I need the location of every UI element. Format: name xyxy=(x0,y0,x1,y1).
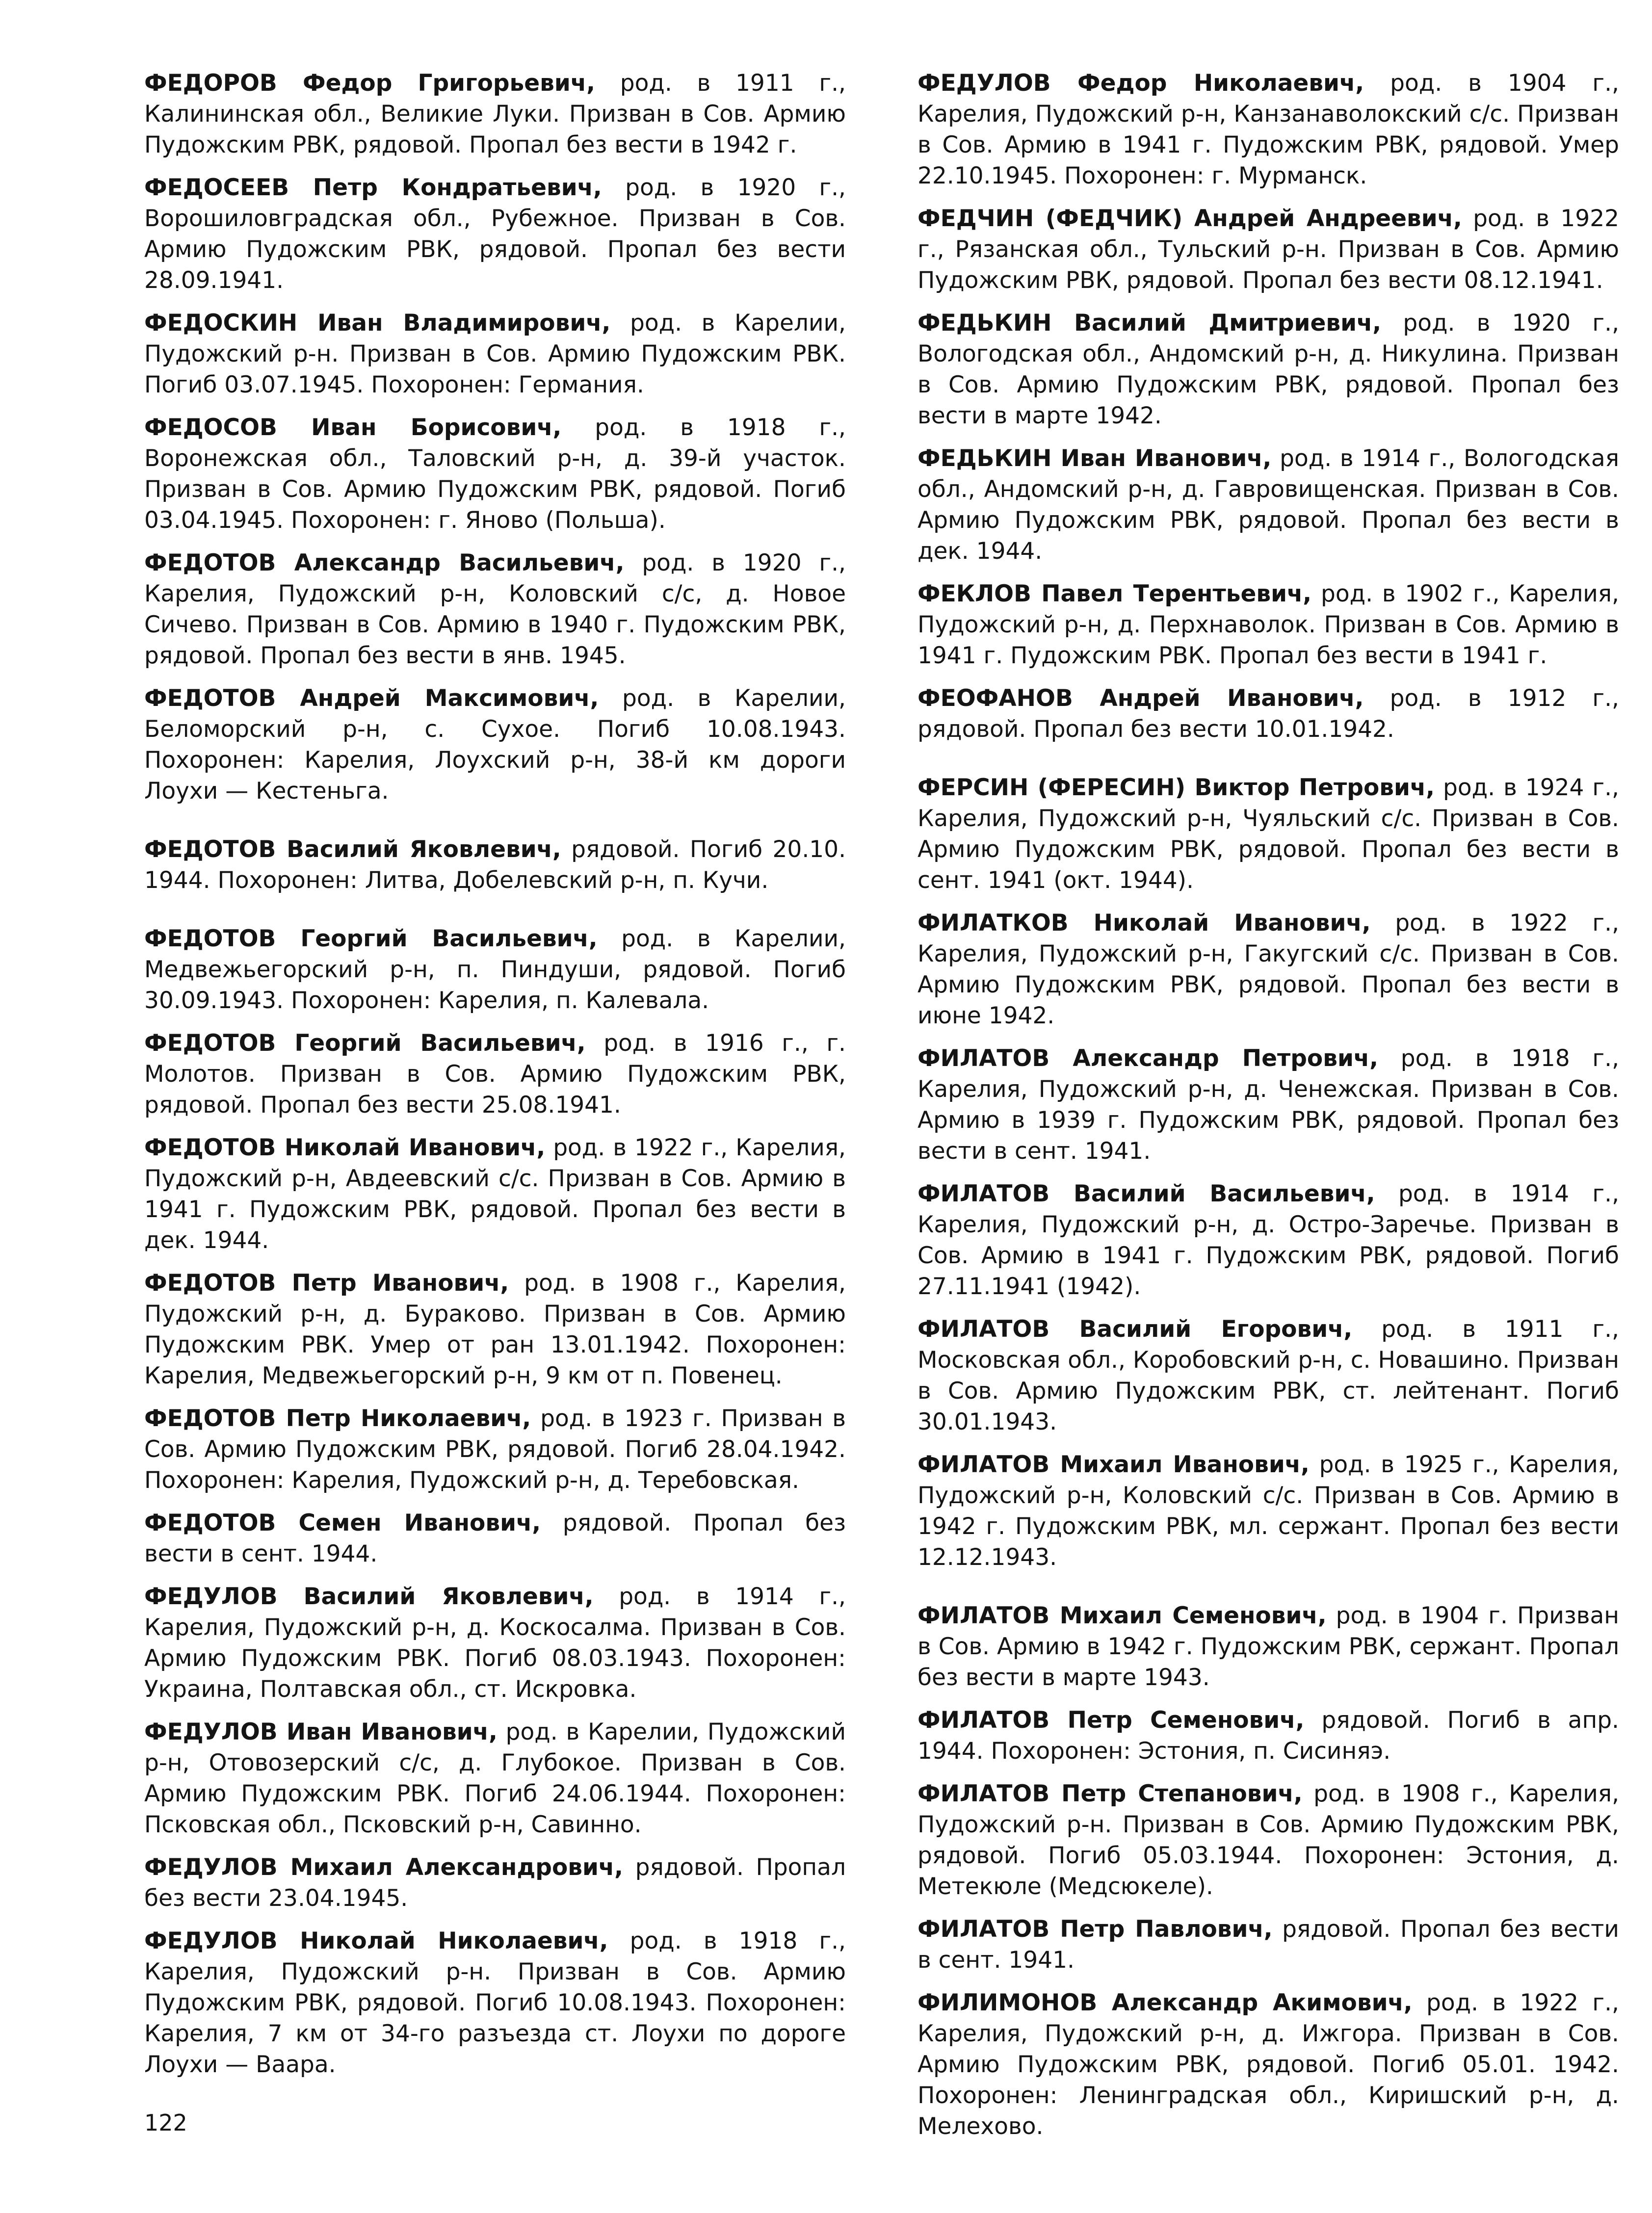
entry-text: род. в 1914 г., Карелия, Пудожский р-н, д. Коскосалма. Призван в Сов. Армию Пудожским РВК. Погиб 08.03.1943. Похоронен: Украина, Полтавская обл., ст. Искровка. xyxy=(144,1583,846,1703)
entry-text: род. в 1924 г., Карелия, Пудожский р-н, Чуяльский с/с. Призван в Сов. Армию Пудожским РВК, рядовой. Пропал без вести в сент. 1941 (окт. 1944). xyxy=(918,774,1619,894)
entry-text: род. в 1914 г., Карелия, Пудожский р-н, д. Остро-Заречье. Призван в Сов. Армию в 1941 г. Пудожским РВК, рядовой. Погиб 27.11.1941 (1942). xyxy=(918,1180,1620,1300)
entry-name: ФИЛАТОВ Василий Васильевич, xyxy=(918,1180,1375,1207)
entry-name: ФЕДУЛОВ Николай Николаевич, xyxy=(144,1927,608,1954)
entry-name: ФЕДОРОВ Федор Григорьевич, xyxy=(144,70,595,97)
entry-text: род. в 1918 г., Карелия, Пудожский р-н. Призван в Сов. Армию Пудожским РВК, рядовой. Погиб 10.08.1943. Похоронен: Карелия, 7 км от 34-го разъезда ст. Лоухи по дороге Лоухи — Ваара. xyxy=(144,1927,846,2078)
entry-name: ФЕКЛОВ Павел Терентьевич, xyxy=(918,580,1312,607)
entry-name: ФИЛАТКОВ Николай Иванович, xyxy=(918,910,1371,937)
entry-name: ФЕДОТОВ Георгий Васильевич, xyxy=(144,1030,586,1057)
entry-text: род. в 1911 г., Калининская обл., Великие Луки. Призван в Сов. Армию Пудожским РВК, рядовой. Пропал без вести в 1942 г. xyxy=(144,70,846,158)
entry-text: рядовой. Погиб в апр. 1944. Похоронен: Эстония, п. Сисиняэ. xyxy=(918,1707,1619,1765)
entry-filatov-aleksandr xyxy=(918,1043,1619,1167)
entry-fedoskin-ivan xyxy=(144,308,846,400)
entry-fedotov-semen xyxy=(144,1508,846,1569)
entry-name: ФЕДУЛОВ Михаил Александрович, xyxy=(144,1854,624,1881)
entry-name: ФИЛАТОВ Петр Семенович, xyxy=(918,1707,1305,1734)
entry-name: ФЕДОТОВ Андрей Максимович, xyxy=(144,685,599,712)
entry-fedotov-georgiy-2 xyxy=(144,1028,846,1120)
entry-name: ФЕОФАНОВ Андрей Иванович, xyxy=(918,685,1364,712)
entry-text: род. в 1908 г., Карелия, Пудожский р-н. Призван в Сов. Армию Пудожским РВК, рядовой. Погиб 05.03.1944. Похоронен: Эстония, д. Метекюле (Медсюкеле). xyxy=(918,1780,1620,1900)
entry-fedoseev-petr xyxy=(144,172,846,296)
entry-fedulov-fedor xyxy=(918,68,1619,191)
entry-text: род. в 1911 г., Московская обл., Коробовский р-н, с. Новашино. Призван в Сов. Армию Пудожским РВК, ст. лейтенант. Погиб 30.01.1943. xyxy=(918,1316,1619,1435)
entry-fedotov-nikolay xyxy=(144,1132,846,1256)
entry-filatov-mikhail-ivanovich xyxy=(918,1449,1619,1573)
entry-fedotov-vasiliy xyxy=(144,834,846,896)
entry-name: ФЕДОТОВ Петр Николаевич, xyxy=(144,1405,531,1432)
entry-filatov-vasiliy-vasilevich xyxy=(918,1178,1619,1302)
entry-fedchin-andrey xyxy=(918,203,1619,296)
entry-text: род. в 1912 г., рядовой. Пропал без вести 10.01.1942. xyxy=(918,685,1619,743)
entry-fedotov-andrey xyxy=(144,683,846,807)
entry-text: род. в Карелии, Пудожский р-н. Призван в Сов. Армию Пудожским РВК. Погиб 03.07.1945. Похоронен: Германия. xyxy=(144,310,846,398)
entry-name: ФЕРСИН (ФЕРЕСИН) Виктор Петрович, xyxy=(918,774,1435,801)
entry-fedulov-ivan xyxy=(144,1717,846,1840)
entry-name: ФЕДЬКИН Иван Иванович, xyxy=(918,445,1272,472)
left-column xyxy=(144,68,846,2092)
entry-text: рядовой. Погиб 20.10. 1944. Похоронен: Литва, Добелевский р-н, п. Кучи. xyxy=(144,836,846,894)
entry-filatov-vasiliy-egorovich xyxy=(918,1314,1619,1437)
entry-text: род. в Карелии, Пудожский р-н, Отовозерский с/с, д. Глубокое. Призван в Сов. Армию Пудожским РВК. Погиб 24.06.1944. Похоронен: Псковская обл., Псковский р-н, Савинно. xyxy=(144,1718,846,1838)
entry-fedulov-mikhail xyxy=(144,1852,846,1914)
entry-name: ФЕДОТОВ Николай Иванович, xyxy=(144,1134,546,1161)
entry-text: род. в Карелии, Беломорский р-н, с. Сухое. Погиб 10.08.1943. Похоронен: Карелия, Лоухский р-н, 38-й км дороги Лоухи — Кестеньга. xyxy=(144,685,846,805)
entry-name: ФИЛАТОВ Александр Петрович, xyxy=(918,1045,1378,1072)
entry-text: род. в 1918 г., Воронежская обл., Таловский р-н, д. 39-й участок. Призван в Сов. Армию Пудожским РВК, рядовой. Погиб 03.04.1945. Похоронен: г. Яново (Польша). xyxy=(144,414,846,534)
entry-text: род. в 1914 г., Вологодская обл., Андомский р-н, д. Гавровищенская. Призван в Сов. Армию Пудожским РВК, рядовой. Пропал без вести в дек. 1944. xyxy=(918,445,1619,565)
entry-feofanov-andrey xyxy=(918,683,1619,745)
entry-text: род. в Карелии, Медвежьегорский р-н, п. Пиндуши, рядовой. Погиб 30.09.1943. Похоронен: Карелия, п. Калевала. xyxy=(144,925,846,1014)
entry-name: ФЕДУЛОВ Федор Николаевич, xyxy=(918,70,1364,97)
entry-fedkin-ivan xyxy=(918,443,1619,567)
entry-text: род. в 1922 г., Рязанская обл., Тульский р-н. Призван в Сов. Армию Пудожским РВК, рядовой. Пропал без вести 08.12.1941. xyxy=(918,205,1619,294)
entry-text: род. в 1922 г., Карелия, Пудожский р-н, д. Ижгора. Призван в Сов. Армию Пудожским РВК, рядовой. Погиб 05.01. 1942. Похоронен: Ленинградская обл., Киришский р-н, д. Мелехово. xyxy=(918,1989,1619,2140)
entry-name: ФИЛАТОВ Петр Степанович, xyxy=(918,1780,1303,1807)
entry-text: род. в 1920 г., Ворошиловградская обл., Рубежное. Призван в Сов. Армию Пудожским РВК, рядовой. Пропал без вести 28.09.1941. xyxy=(144,174,846,294)
entry-text: рядовой. Пропал без вести в сент. 1944. xyxy=(144,1510,846,1567)
entry-filimonov-aleksandr xyxy=(918,1987,1619,2142)
entry-text: род. в 1918 г., Карелия, Пудожский р-н, д. Ченежская. Призван в Сов. Армию в 1939 г. Пудожским РВК, рядовой. Пропал без вести в сент. 1941. xyxy=(918,1045,1620,1165)
entry-text: род. в 1920 г., Вологодская обл., Андомский р-н, д. Никулина. Призван в Сов. Армию Пудожским РВК, рядовой. Пропал без вести в марте 1942. xyxy=(918,310,1620,429)
entry-name: ФИЛАТОВ Михаил Иванович, xyxy=(918,1451,1310,1478)
entry-name: ФЕДОТОВ Василий Яковлевич, xyxy=(144,836,561,863)
entry-text: род. в 1908 г., Карелия, Пудожский р-н, д. Бураково. Призван в Сов. Армию Пудожским РВК. Умер от ран 13.01.1942. Похоронен: Карелия, Медвежьегорский р-н, 9 км от п. Повенец. xyxy=(144,1270,846,1389)
entry-fedotov-petr-ivanovich xyxy=(144,1268,846,1391)
entry-text: род. в 1922 г., Карелия, Пудожский р-н, Гакугский с/с. Призван в Сов. Армию Пудожским РВК, рядовой. Пропал без вести в июне 1942. xyxy=(918,910,1620,1029)
entry-fedulov-vasiliy xyxy=(144,1581,846,1705)
entry-feklov-pavel xyxy=(918,578,1619,671)
entry-name: ФИЛАТОВ Михаил Семенович, xyxy=(918,1602,1327,1629)
page-number: 122 xyxy=(144,2109,187,2136)
entry-text: рядовой. Пропал без вести 23.04.1945. xyxy=(144,1854,846,1912)
entry-text: род. в 1923 г. Призван в Сов. Армию Пудожским РВК, рядовой. Погиб 28.04.1942. Похоронен: Карелия, Пудожский р-н, д. Теребовская. xyxy=(144,1405,846,1494)
entry-name: ФЕДОТОВ Семен Иванович, xyxy=(144,1510,541,1536)
entry-fedotov-georgiy-1 xyxy=(144,923,846,1016)
entry-text: род. в 1925 г., Карелия, Пудожский р-н, Коловский с/с. Призван в Сов. Армию в 1942 г. Пудожским РВК, мл. сержант. Пропал без вести 12.12.1943. xyxy=(918,1451,1619,1571)
entry-name: ФЕДОТОВ Александр Васильевич, xyxy=(144,549,625,576)
entry-name: ФИЛИМОНОВ Александр Акимович, xyxy=(918,1989,1413,2016)
entry-text: род. в 1904 г., Карелия, Пудожский р-н, Канзанаволокский с/с. Призван в Сов. Армию в 1941 г. Пудожским РВК, рядовой. Умер 22.10.1945. Похоронен: г. Мурманск. xyxy=(918,70,1619,189)
right-column xyxy=(918,68,1619,2154)
entry-name: ФЕДОТОВ Георгий Васильевич, xyxy=(144,925,598,952)
entry-fedulov-nikolay xyxy=(144,1926,846,2080)
entry-name: ФЕДЧИН (ФЕДЧИК) Андрей Андреевич, xyxy=(918,205,1462,232)
entry-text: род. в 1922 г., Карелия, Пудожский р-н, Авдеевский с/с. Призван в Сов. Армию в 1941 г. Пудожским РВК, рядовой. Пропал без вести в дек. 1944. xyxy=(144,1134,846,1254)
entry-fedorov-fedor xyxy=(144,68,846,160)
entry-text: рядовой. Пропал без вести в сент. 1941. xyxy=(918,1916,1619,1974)
entry-text: род. в 1920 г., Карелия, Пудожский р-н, Коловский с/с, д. Новое Сичево. Призван в Сов. Армию в 1940 г. Пудожским РВК, рядовой. Пропал без вести в янв. 1945. xyxy=(144,549,846,669)
entry-name: ФЕДЬКИН Василий Дмитриевич, xyxy=(918,310,1382,337)
entry-fedkin-vasiliy xyxy=(918,308,1619,431)
entry-filatov-petr-stepanovich xyxy=(918,1778,1619,1902)
entry-name: ФЕДУЛОВ Иван Иванович, xyxy=(144,1718,498,1745)
entry-filatov-mikhail-semenovich xyxy=(918,1600,1619,1693)
entry-name: ФЕДОСЕЕВ Петр Кондратьевич, xyxy=(144,174,602,201)
entry-filatkov-nikolay xyxy=(918,908,1619,1031)
entry-filatov-petr-pavlovich xyxy=(918,1914,1619,1976)
entry-name: ФЕДОСОВ Иван Борисович, xyxy=(144,414,562,441)
entry-text: род. в 1902 г., Карелия, Пудожский р-н, д. Перхнаволок. Призван в Сов. Армию в 1941 г. Пудожским РВК. Пропал без вести в 1941 г. xyxy=(918,580,1619,669)
entry-name: ФЕДОТОВ Петр Иванович, xyxy=(144,1270,509,1297)
entry-filatov-petr-semenovich xyxy=(918,1705,1619,1767)
entry-name: ФЕДУЛОВ Василий Яковлевич, xyxy=(144,1583,594,1610)
entry-fersin-viktor xyxy=(918,772,1619,896)
entry-name: ФЕДОСКИН Иван Владимирович, xyxy=(144,310,611,337)
entry-fedotov-aleksandr xyxy=(144,547,846,671)
entry-name: ФИЛАТОВ Петр Павлович, xyxy=(918,1916,1273,1943)
entry-text: род. в 1916 г., г. Молотов. Призван в Сов. Армию Пудожским РВК, рядовой. Пропал без вести 25.08.1941. xyxy=(144,1030,846,1119)
entry-text: род. в 1904 г. Призван в Сов. Армию в 1942 г. Пудожским РВК, сержант. Пропал без вести в марте 1943. xyxy=(918,1602,1619,1691)
entry-fedotov-petr-nikolaevich xyxy=(144,1403,846,1496)
entry-name: ФИЛАТОВ Василий Егорович, xyxy=(918,1316,1353,1343)
entry-fedosov-ivan xyxy=(144,412,846,536)
